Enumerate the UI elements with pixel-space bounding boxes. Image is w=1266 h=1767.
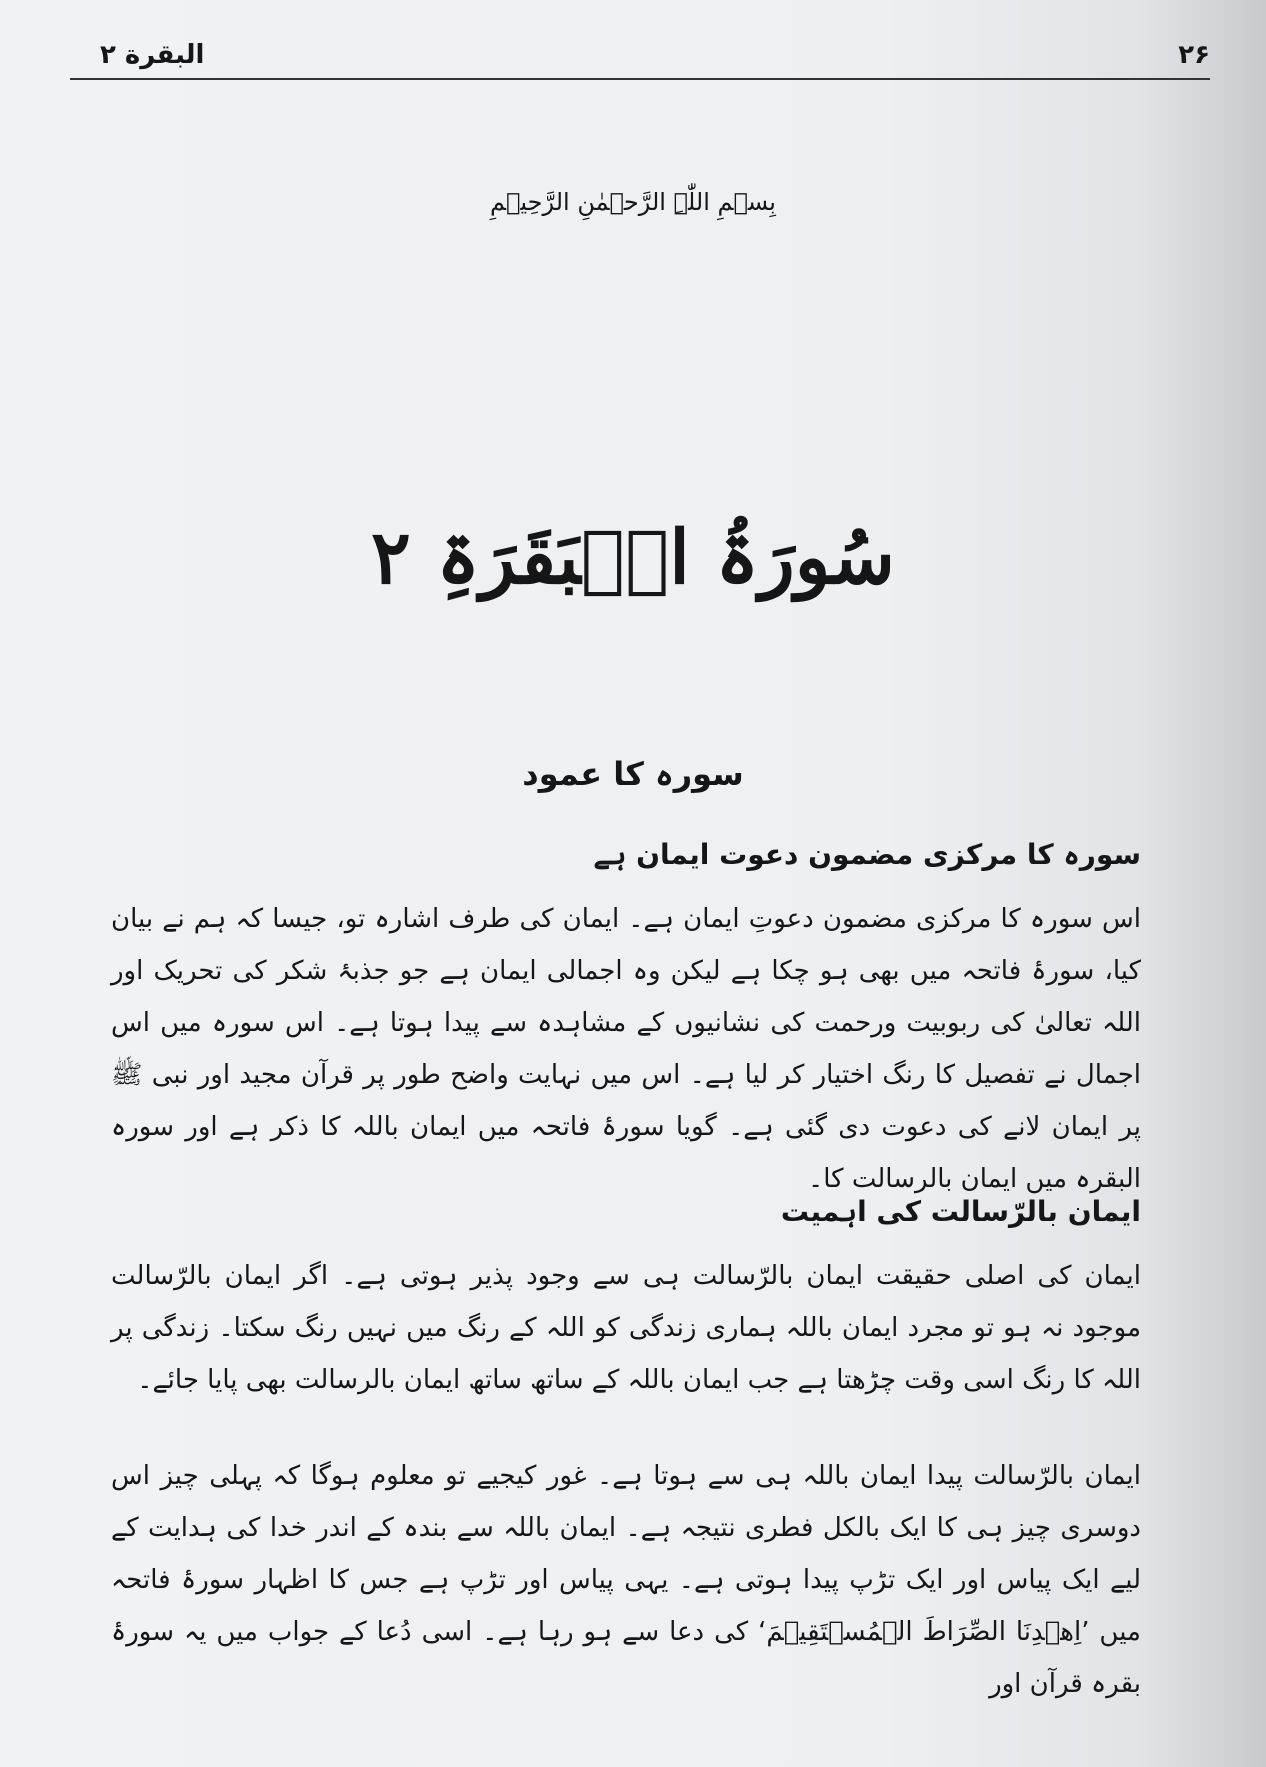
section-title: سورہ کا عمود (522, 755, 744, 793)
paragraph: ایمان کی اصلی حقیقت ایمان بالرّسالت ہی سے وجود پذیر ہوتی ہے۔ اگر ایمان بالرّسالت موجود نہ ہو تو مجرد ایمان باللہ ہماری زندگی کو اللہ کے رنگ میں نہیں رنگ سکتا۔ زندگی پر اللہ کا رنگ اسی وقت چڑھتا ہے جب ایمان باللہ کے ساتھ ساتھ ایمان بالرسالت بھی پایا جائے۔ (111, 1261, 1141, 1395)
section-heading: سورہ کا مرکزی مضمون دعوت ایمان ہے (593, 838, 1141, 871)
page-number: ۲۶ (1178, 40, 1210, 70)
surah-title: سُورَۃُ الۡبَقَرَۃِ ۲ (371, 515, 895, 601)
page-header (70, 38, 1210, 80)
bismillah: بِسۡمِ اللّٰہِ الرَّحۡمٰنِ الرَّحِیۡمِ (490, 188, 776, 216)
paragraph: ایمان بالرّسالت پیدا ایمان باللہ ہی سے ہوتا ہے۔ غور کیجیے تو معلوم ہوگا کہ پہلی چیز اس دوسری چیز ہی کا ایک بالکل فطری نتیجہ ہے۔ ایمان باللہ سے بندہ کے اندر خدا کی ہدایت کے لیے ایک پیاس اور ایک تڑپ پیدا ہوتی ہے۔ یہی پیاس اور تڑپ ہے جس کا اظہار سورۂ فاتحہ میں ’اِھۡدِنَا الصِّرَاطَ الۡمُسۡتَقِیۡمَ‘ کی دعا سے ہو رہا ہے۔ اسی دُعا کے جواب میں یہ سورۂ بقرہ قرآن اور (111, 1461, 1141, 1699)
paragraph: اس سورہ کا مرکزی مضمون دعوتِ ایمان ہے۔ ایمان کی طرف اشارہ تو، جیسا کہ ہم نے بیان کیا، سورۂ فاتحہ میں بھی ہو چکا ہے لیکن وہ اجمالی ایمان ہے جو جذبۂ شکر کی تحریک اور اللہ تعالیٰ کی ربوبیت ورحمت کی نشانیوں کے مشاہدہ سے پیدا ہوتا ہے۔ اس سورہ میں اس اجمال نے تفصیل کا رنگ اختیار کر لیا ہے۔ اس میں نہایت واضح طور پر قرآن مجید اور نبی ﷺ پر ایمان لانے کی دعوت دی گئی ہے۔ گویا سورۂ فاتحہ میں ایمان باللہ کا ذکر ہے اور سورہ البقرہ میں ایمان بالرسالت کا۔ (111, 904, 1141, 1194)
section-heading: ایمان بالرّسالت کی اہمیت (780, 1195, 1141, 1228)
running-title: البقرة ۲ (100, 40, 205, 70)
